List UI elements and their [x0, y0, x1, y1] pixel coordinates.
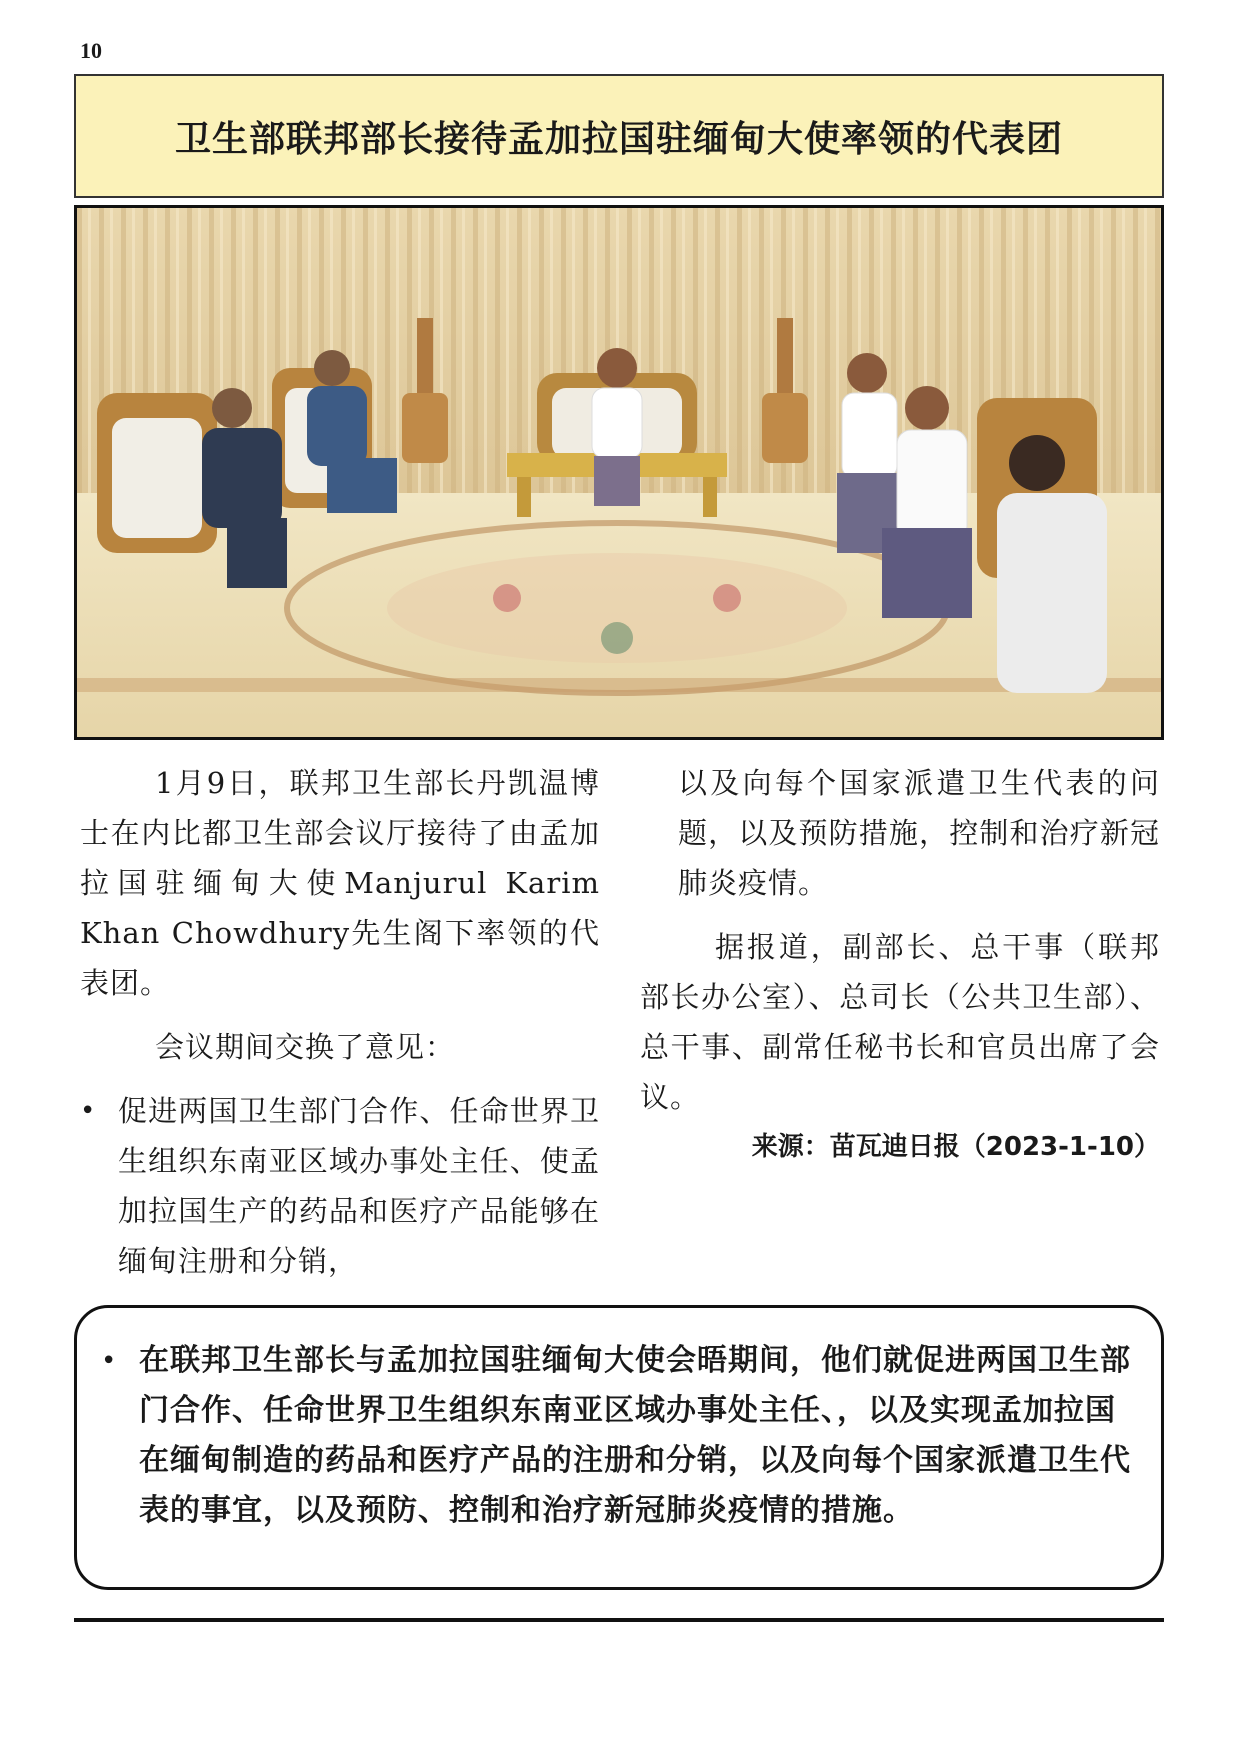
bullet-item	[80, 1086, 600, 1286]
bottom-divider	[74, 1618, 1164, 1622]
bullet-text: 促进两国卫生部门合作、任命世界卫生组织东南亚区域办事处主任、使孟加拉国生产的药品和医疗产品能够在缅甸注册和分销，	[118, 1094, 600, 1278]
summary-text: 在联邦卫生部长与孟加拉国驻缅甸大使会晤期间，他们就促进两国卫生部门合作、任命世界卫生组织东南亚区域办事处主任、，以及实现孟加拉国在缅甸制造的药品和医疗产品的注册和分销，以及向每个国家派遣卫生代表的事宜，以及预防、控制和治疗新冠肺炎疫情的措施。	[139, 1343, 1131, 1528]
title-banner	[74, 74, 1164, 198]
summary-bullet-icon: •	[101, 1346, 117, 1376]
page-title: 卫生部联邦部长接待孟加拉国驻缅甸大使率领的代表团	[174, 118, 1063, 160]
paragraph-intro: 1月9日，联邦卫生部长丹凯温博士在内比都卫生部会议厅接待了由孟加拉国驻缅甸大使Manjurul Karim Khan Chowdhury先生阁下率领的代表团。	[80, 766, 600, 1000]
paragraph-attendees: 据报道，副部长、总干事（联邦部长办公室）、总司长（公共卫生部）、总干事、副常任秘书长和官员出席了会议。	[640, 930, 1160, 1114]
meeting-photo-illustration	[77, 208, 1161, 737]
left-column	[80, 758, 600, 1286]
right-column	[640, 758, 1160, 1172]
bullet-continuation: 以及向每个国家派遣卫生代表的问题，以及预防措施，控制和治疗新冠肺炎疫情。	[678, 766, 1160, 900]
source-credit: 来源：苗瓦迪日报（2023-1-10）	[751, 1132, 1160, 1162]
bullet-icon: •	[80, 1096, 97, 1126]
summary-box	[74, 1305, 1164, 1590]
paragraph-exchange: 会议期间交换了意见：	[155, 1030, 456, 1064]
meeting-photo	[74, 205, 1164, 740]
page-number: 10	[80, 38, 102, 63]
